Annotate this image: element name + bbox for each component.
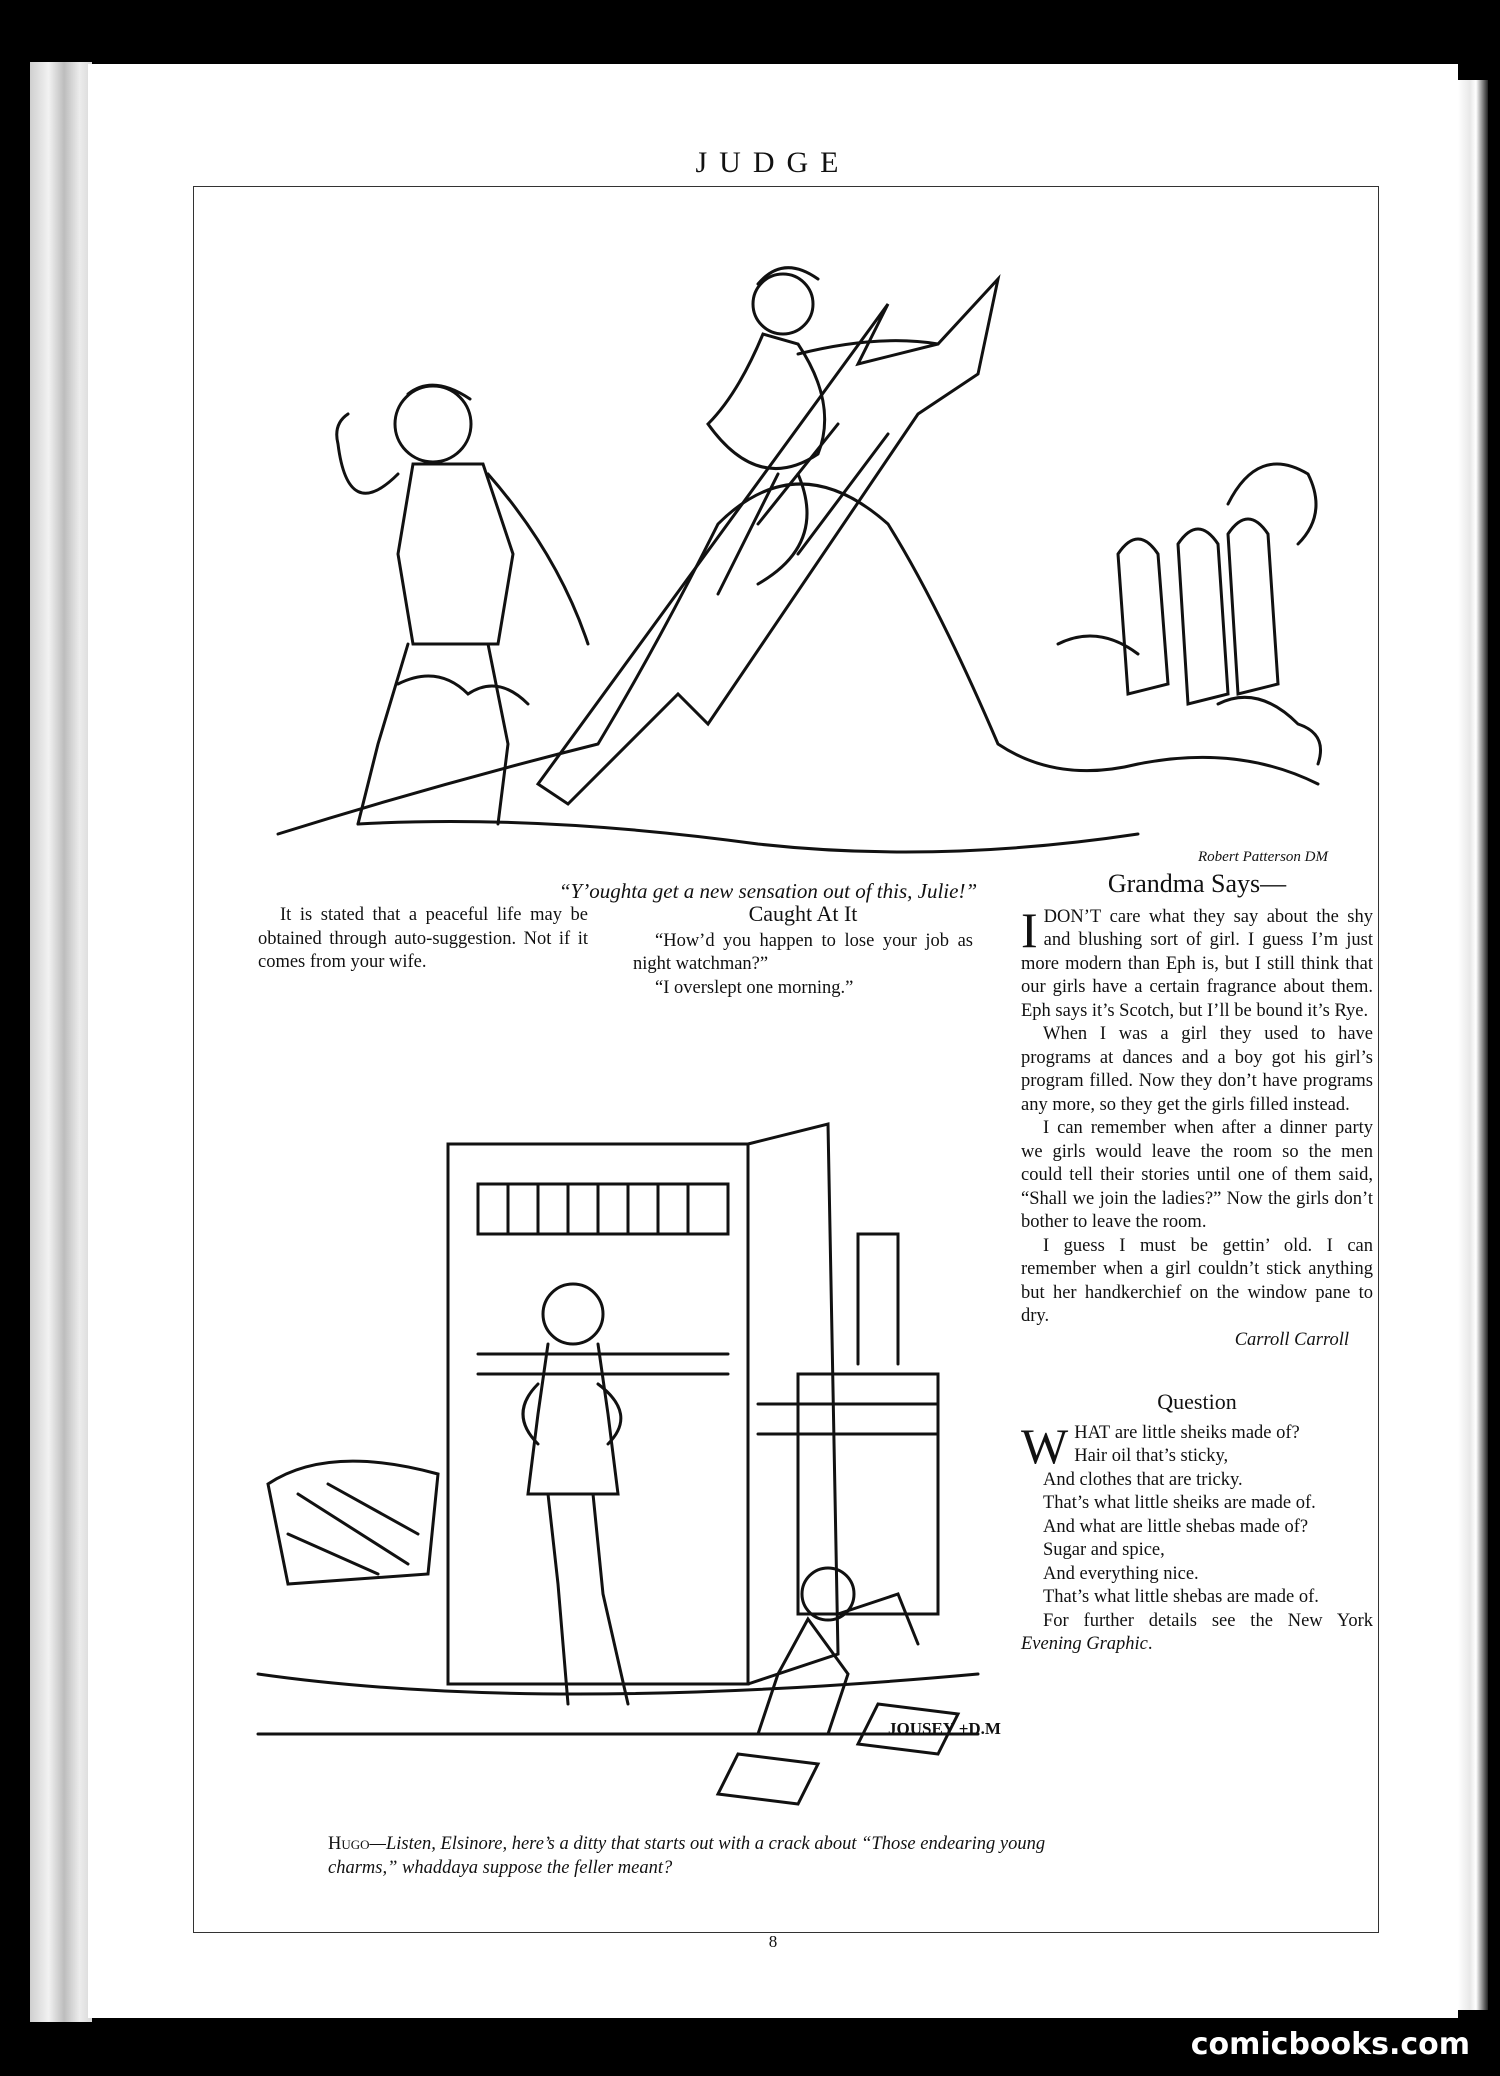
grandma-says-article — [1021, 869, 1373, 1657]
book-spine-edge — [30, 62, 92, 2022]
peaceful-life-text: It is stated that a peaceful life may be obtained through auto-suggestion. Not if it comes from your wife. — [258, 905, 588, 972]
top-cartoon-signature: Robert Patterson DM — [1198, 849, 1328, 865]
dropcap-i: I — [1021, 901, 1038, 958]
question-line-8: That’s what little shebas are made of. — [1043, 1587, 1319, 1607]
question-line-1: WHAT are little sheiks made of? — [1021, 1417, 1300, 1474]
caught-at-it-title: Caught At It — [748, 901, 858, 926]
question-title: Question — [1157, 1389, 1237, 1414]
grandma-says-paragraph-2: When I was a girl they used to have programs at dances and a boy got his girl’s program filled. Now they don’t have programs any more, so they get the girls filled instead. — [1021, 1024, 1373, 1115]
question-line-6: Sugar and spice, — [1043, 1540, 1165, 1560]
bottom-cartoon-illustration — [238, 1114, 998, 1814]
question-line-2: Hair oil that’s sticky, — [1074, 1446, 1229, 1466]
source-watermark: comicbooks.com — [1190, 2027, 1470, 2062]
grandma-says-paragraph-4: I guess I must be gettin’ old. I can remember when a girl couldn’t stick anything but her handkerchief on the window pane to dry. — [1021, 1235, 1373, 1326]
caught-at-it-question: “How’d you happen to lose your job as night watchman?” — [633, 930, 973, 974]
peaceful-life-paragraph — [258, 904, 588, 975]
magazine-page — [88, 64, 1458, 2018]
page-right-edge — [1458, 80, 1488, 2010]
top-cartoon-illustration — [238, 224, 1338, 874]
grandma-says-paragraph-3: I can remember when after a dinner party we girls would leave the room so the men could tell their stories until one of them said, “Shall we join the ladies?” Now the girls don’t bother to leave the room. — [1021, 1118, 1373, 1232]
bottom-cartoon-signature: JOUSEY +D.M — [888, 1719, 1001, 1738]
caught-at-it-answer: “I overslept one morning.” — [655, 977, 854, 998]
question-further-details: For further details see the New York Evening Graphic. — [1021, 1610, 1373, 1654]
grandma-says-title: Grandma Says— — [1107, 869, 1287, 898]
top-cartoon-caption: “Y’oughta get a new sensation out of this, Julie!” — [558, 879, 978, 903]
question-line-4: That’s what little sheiks are made of. — [1043, 1493, 1316, 1513]
grandma-says-author: Carroll Carroll — [1234, 1329, 1349, 1350]
question-line-7: And everything nice. — [1043, 1563, 1199, 1584]
caption-dialogue: —Listen, Elsinore, here’s a ditty that starts out with a crack about “Those endearing young charms,” whaddaya suppose the feller meant? — [328, 1834, 1046, 1878]
question-line-3: And clothes that are tricky. — [1043, 1469, 1243, 1490]
question-line-5: And what are little shebas made of? — [1043, 1516, 1309, 1537]
page-number: 8 — [768, 1932, 778, 1951]
caption-speaker: Hugo — [328, 1834, 370, 1854]
dropcap-w: W — [1021, 1417, 1069, 1474]
masthead: JUDGE — [695, 146, 851, 179]
bottom-cartoon-caption — [328, 1832, 1048, 1880]
grandma-says-paragraph-1: IDON’T care what they say about the shy and blushing sort of girl. I guess I’m just more modern than Eph is, but I still think that our girls have a certain fragrance about them. Eph says it’s Scotch, but I’ll be bound it’s Rye. — [1021, 901, 1373, 1021]
caught-at-it-article — [633, 902, 973, 1000]
